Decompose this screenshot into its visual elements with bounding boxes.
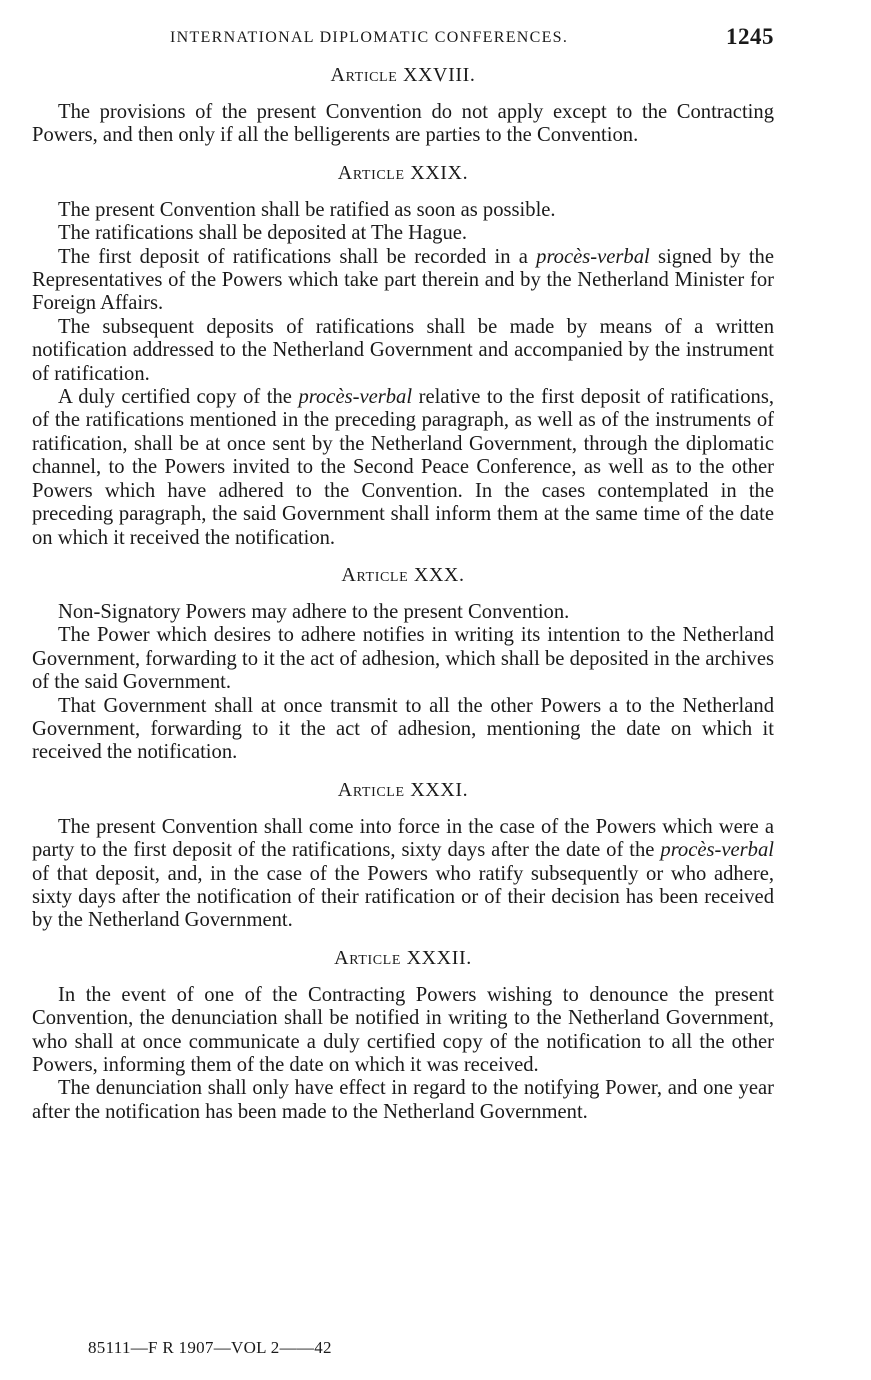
article-paragraph: The ratifications shall be deposited at The Hague.: [58, 222, 468, 245]
italic-term: procès-verbal: [660, 839, 774, 862]
printer-signature: 85111—F R 1907—VOL 2——42: [88, 1338, 332, 1357]
article-paragraph: The first deposit of ratifications shall be recorded in a procès-verbal signed by the Representatives of the Powers which take part therein and by the Netherland Minister for Foreign Affairs.: [32, 245, 774, 315]
article-heading: Article XXXI.: [337, 778, 469, 801]
italic-term: procès-verbal: [536, 245, 650, 268]
article-xxix: [32, 162, 774, 550]
article-paragraph: The present Convention shall come into force in the case of the Powers which were a party to the first deposit of the ratifications, sixty days after the date of the procès-verbal of that deposit, and, in the case of the Powers who ratify subsequently or who adhere, sixty days after the notification of their ratification or of their decision has been received by the Netherland Government.: [32, 815, 774, 932]
article-paragraph: The present Convention shall be ratified as soon as possible.: [58, 198, 556, 221]
article-paragraph: The provisions of the present Convention do not apply except to the Contracting Powers, and then only if all the belligerents are parties to the Convention.: [32, 101, 774, 147]
page-number: 1245: [726, 24, 774, 49]
running-head-title: INTERNATIONAL DIPLOMATIC CONFERENCES.: [170, 29, 569, 46]
italic-term: procès-verbal: [298, 386, 413, 409]
article-paragraph: A duly certified copy of the procès-verbal relative to the first deposit of ratifications, of the ratifications mentioned in the preceding paragraph, as well as of the instruments of ratification, shall be at once sent by the Netherland Government, through the diplomatic channel, to the Powers invited to the Second Peace Conference, as well as to the other Powers which have adhered to the Convention. In the cases contemplated in the preceding paragraph, the said Government shall inform them at the same time of the date on which it received the notification.: [32, 386, 775, 549]
document-page: [32, 22, 774, 1124]
article-paragraph: Non-Signatory Powers may adhere to the present Convention.: [58, 600, 570, 623]
article-xxviii: [32, 64, 774, 148]
article-paragraph: The denunciation shall only have effect in regard to the notifying Power, and one year after the notification has been made to the Netherland Government.: [32, 1077, 774, 1123]
article-heading: Article XXVIII.: [330, 64, 476, 86]
article-heading: Article XXIX.: [337, 161, 469, 184]
article-heading: Article XXXII.: [334, 946, 472, 969]
running-head: [32, 22, 774, 58]
article-paragraph: That Government shall at once transmit to all the other Powers a to the Netherland Government, forwarding to it the act of adhesion, mentioning the date on which it received the notification.: [32, 694, 774, 764]
article-heading: Article XXX.: [341, 563, 465, 586]
article-paragraph: The Power which desires to adhere notifies in writing its intention to the Netherland Government, forwarding to it the act of adhesion, which shall be deposited in the archives of the said Government.: [32, 624, 774, 694]
article-xxxi: [32, 779, 774, 933]
article-xxxii: [32, 947, 774, 1124]
article-paragraph: In the event of one of the Contracting Powers wishing to denounce the present Convention, the denunciation shall be notified in writing to the Netherland Government, who shall at once communicate a duly certified copy of the notification to all the other Powers, informing them of the date on which it was received.: [32, 983, 774, 1076]
article-paragraph: The subsequent deposits of ratifications shall be made by means of a written notification addressed to the Netherland Government and accompanied by the instrument of ratification.: [32, 315, 774, 385]
article-xxx: [32, 564, 774, 765]
